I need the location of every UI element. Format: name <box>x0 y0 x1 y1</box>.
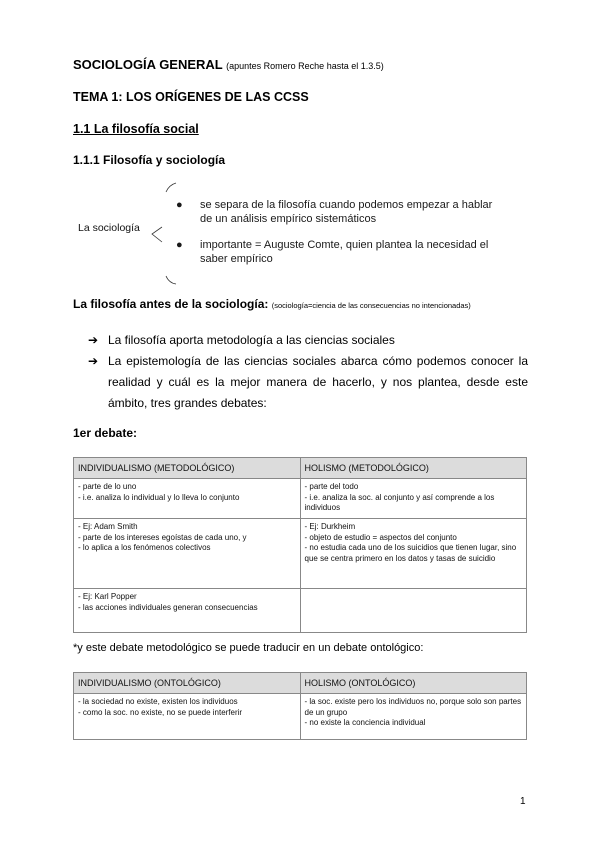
table-cell: - parte del todo - i.e. analiza la soc. al conjunto y así comprende a los individuos <box>300 479 527 519</box>
filosofia-list <box>88 330 528 414</box>
title-subtitle: (apuntes Romero Reche hasta el 1.3.5) <box>226 61 384 71</box>
arrow-right-icon: ➔ <box>88 354 99 368</box>
table-cell: - Ej: Karl Popper - las acciones individuales generan consecuencias <box>74 589 301 633</box>
table-row <box>74 479 527 519</box>
table-cell: - la sociedad no existe, existen los individuos - como la soc. no existe, no se puede interferir <box>74 694 301 740</box>
table-cell: - Ej: Adam Smith - parte de los intereses egoístas de cada uno, y - lo aplica a los fenómenos colectivos <box>74 519 301 589</box>
tema-heading: TEMA 1: LOS ORÍGENES DE LAS CCSS <box>73 90 309 104</box>
table-header-cell: HOLISMO (ONTOLÓGICO) <box>300 673 527 694</box>
section-1-1-1-heading: 1.1.1 Filosofía y sociología <box>73 153 226 167</box>
section-1-1-heading: 1.1 La filosofía social <box>73 122 199 136</box>
sociology-diagram <box>76 180 516 285</box>
diagram-bullet: ● se separa de la filosofía cuando podemos empezar a hablar de un análisis empírico sistemáticos <box>176 199 493 225</box>
table-header-cell: HOLISMO (METODOLÓGICO) <box>300 458 527 479</box>
table-row <box>74 589 527 633</box>
document-title <box>73 57 384 72</box>
table-row <box>74 519 527 589</box>
debate1-heading: 1er debate: <box>73 426 138 440</box>
page-number: 1 <box>520 796 526 807</box>
bullet-dot-icon: ● <box>176 239 183 251</box>
filosofia-heading: La filosofía antes de la sociología: (sociología=ciencia de las consecuencias no intencionadas) <box>73 297 471 311</box>
methodological-table <box>73 457 527 633</box>
table-header-row <box>74 673 527 694</box>
table-cell: - Ej: Durkheim - objeto de estudio = aspectos del conjunto - no estudia cada uno de los suicidios que tienen lugar, sino que se centra primero en los datos y tasas de suicidio <box>300 519 527 589</box>
ontological-note: *y este debate metodológico se puede traducir en un debate ontológico: <box>73 642 424 654</box>
ontological-table <box>73 672 527 740</box>
table-header-cell: INDIVIDUALISMO (ONTOLÓGICO) <box>74 673 301 694</box>
diagram-label: La sociología <box>78 222 140 234</box>
bullet-dot-icon: ● <box>176 199 183 211</box>
diagram-bullet: ● importante = Auguste Comte, quien plantea la necesidad el saber empírico <box>176 239 489 265</box>
list-item: ➔ La filosofía aporta metodología a las ciencias sociales <box>88 330 528 351</box>
table-row <box>74 694 527 740</box>
table-cell: - parte de lo uno - i.e. analiza lo individual y lo lleva lo conjunto <box>74 479 301 519</box>
table-header-cell: INDIVIDUALISMO (METODOLÓGICO) <box>74 458 301 479</box>
arrow-right-icon: ➔ <box>88 333 99 347</box>
table-cell <box>300 589 527 633</box>
list-item: ➔ La epistemología de las ciencias sociales abarca cómo podemos conocer la realidad y cuál es la mejor manera de hacerlo, y nos plantea, desde este ámbito, tres grandes debates: <box>88 351 528 414</box>
title-main: SOCIOLOGÍA GENERAL <box>73 57 223 72</box>
table-cell: - la soc. existe pero los individuos no, porque solo son partes de un grupo - no existe la conciencia individual <box>300 694 527 740</box>
table-header-row <box>74 458 527 479</box>
filosofia-note: (sociología=ciencia de las consecuencias no intencionadas) <box>271 301 471 310</box>
